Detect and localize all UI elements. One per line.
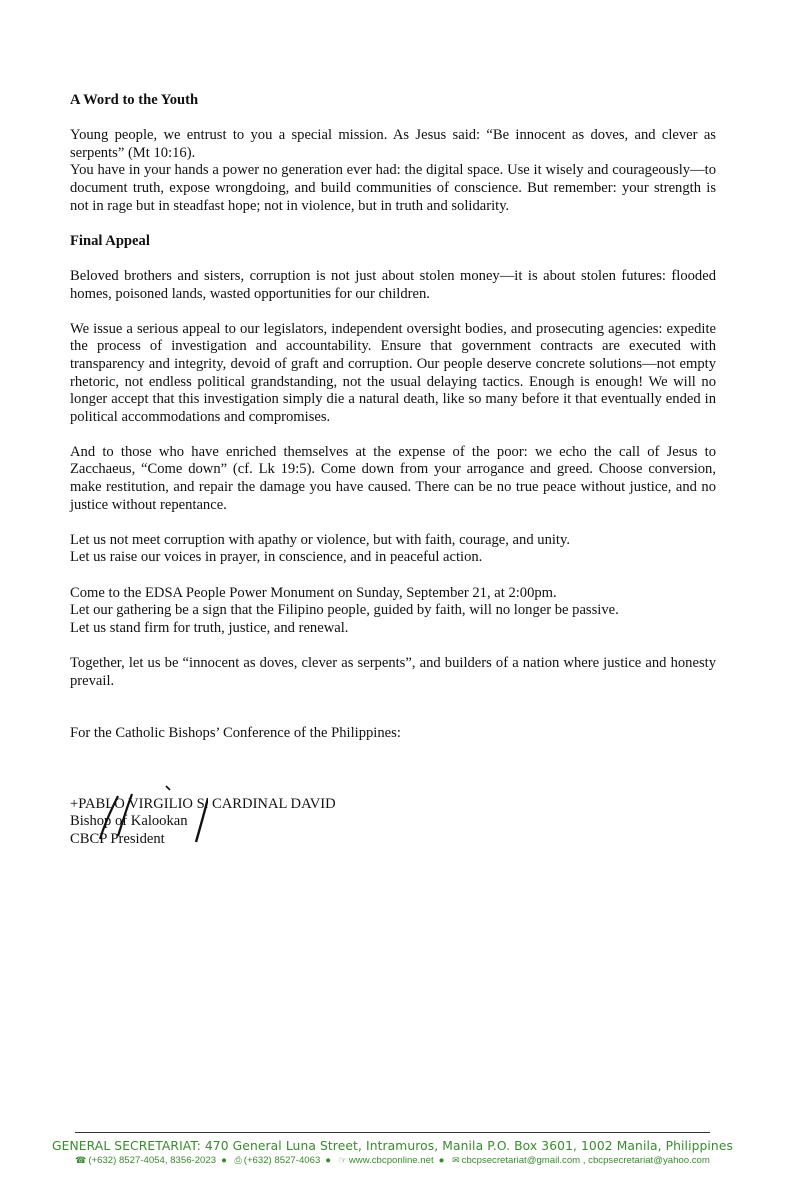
appeal-line-5c: Let us stand firm for truth, justice, and renewal. [70,619,349,636]
footer-website[interactable]: www.cbcponline.net [348,1155,434,1166]
footer-emails[interactable]: cbcpsecretariat@gmail.com , cbcpsecretariat@yahoo.com [461,1155,710,1166]
youth-paragraph-1: Young people, we entrust to you a special mission. As Jesus said: “Be innocent as doves, and clever as serpents” (Mt 10:16). [70,127,716,161]
youth-heading: A Word to the Youth [70,92,199,108]
appeal-line-4a: Let us not meet corruption with apathy or violence, but with faith, courage, and unity. [70,531,570,548]
fax-icon: ⎙ [234,1155,242,1165]
web-icon: ☞ [338,1155,347,1165]
signatory-title-2: CBCP President [70,830,165,847]
appeal-line-5a: Come to the EDSA People Power Monument on Sunday, September 21, at 2:00pm. [70,584,557,601]
appeal-line-4b: Let us raise our voices in prayer, in conscience, and in peaceful action. [70,549,483,566]
footer-phone: (+632) 8527-4054, 8356-2023 [88,1155,217,1166]
signatory-title-1: Bishop of Kalookan [70,813,188,830]
footer-address: GENERAL SECRETARIAT: 470 General Luna Street, Intramuros, Manila P.O. Box 3601, 1002 Manila, Philippines [52,1139,733,1153]
closing-for-line: For the Catholic Bishops’ Conference of the Philippines: [70,725,401,742]
appeal-paragraph-3: And to those who have enriched themselves at the expense of the poor: we echo the call of Jesus to Zacchaeus, “Come down” (cf. Lk 19:5). Come down from your arrogance and greed. Choose conversion, make restitution, and repair the damage you have caused. There can be no true peace without justice, and no justice without repentance. [70,443,716,513]
appeal-heading: Final Appeal [70,232,150,249]
footer-contacts: ☎ (+632) 8527-4054, 8356-2023 ● ⎙ (+632) 8527-4063 ● ☞ www.cbcponline.net ● ✉ cbcpsecretariat@gmail.com , cbcpsecretariat@yahoo.com [75,1155,710,1166]
phone-icon: ☎ [75,1155,87,1165]
signature-block [70,796,716,849]
appeal-paragraph-6: Together, let us be “innocent as doves, clever as serpents”, and builders of a nation where justice and honesty prevail. [70,655,716,689]
appeal-paragraph-2: We issue a serious appeal to our legislators, independent oversight bodies, and prosecuting agencies: expedite the process of investigation and accountability. Ensure that government contracts are executed with transparency and integrity, devoid of graft and corruption. Our people deserve concrete solutions—not empty rhetoric, not endless political grandstanding, not the usual delaying tactics. Enough is enough! We will no longer accept that this investigation simply die a natural death, like so many before it that eventually ended in political accommodations and compromises. [70,320,716,425]
appeal-paragraph-1: Beloved brothers and sisters, corruption is not just about stolen money—it is about stolen futures: flooded homes, poisoned lands, wasted opportunities for our children. [70,267,716,302]
appeal-line-5b: Let our gathering be a sign that the Filipino people, guided by faith, will no longer be passive. [70,602,619,619]
email-icon: ✉ [452,1155,460,1165]
youth-paragraph-2: You have in your hands a power no generation ever had: the digital space. Use it wisely and courageously—to document truth, expose wrongdoing, and build communities of conscience. But remember: your strength is not in rage but in steadfast hope; not in violence, but in truth and solidarity. [70,162,716,214]
footer-fax: (+632) 8527-4063 [243,1155,321,1166]
letterhead-footer [0,1133,785,1166]
signatory-name: +PABLO VIRGILIO S. CARDINAL DAVID [70,795,336,812]
letter-body [70,92,716,849]
